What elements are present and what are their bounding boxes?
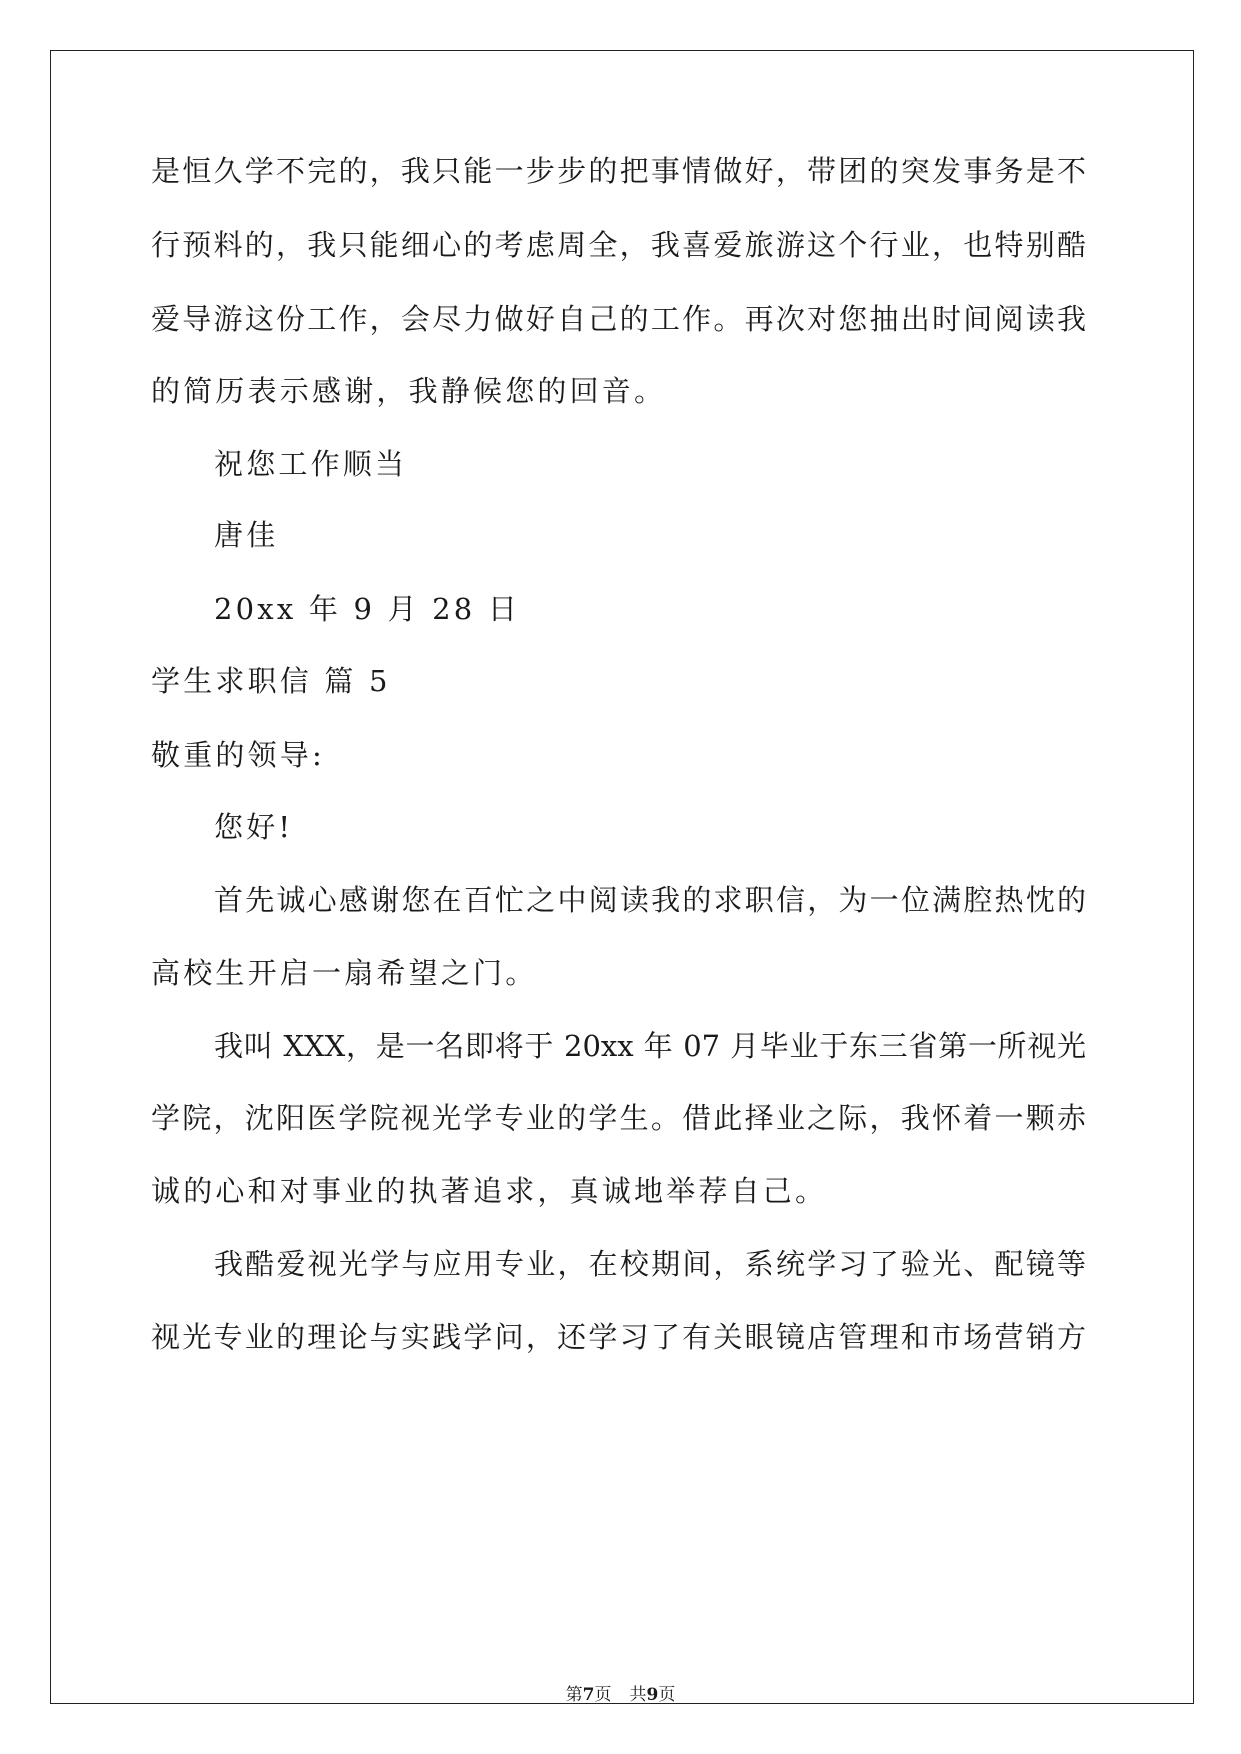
- page-border: [50, 50, 1194, 1704]
- body-line: 的简历表示感谢，我静候您的回音。: [151, 374, 667, 408]
- body-line: 是恒久学不完的，我只能一步步的把事情做好，带团的突发事务是不: [151, 154, 1086, 188]
- footer-page-suffix: 页: [594, 1685, 612, 1705]
- body-line: 爱导游这份工作，会尽力做好自己的工作。再次对您抽出时间阅读我: [151, 302, 1086, 336]
- signature-name: 唐佳: [214, 518, 279, 552]
- body-line: 学院，沈阳医学院视光学专业的学生。借此择业之际，我怀着一颗赤: [151, 1101, 1086, 1135]
- footer-total-suffix: 页: [658, 1685, 676, 1705]
- body-line: 高校生开启一扇希望之门。: [151, 956, 538, 990]
- body-line: 首先诚心感谢您在百忙之中阅读我的求职信，为一位满腔热忱的: [214, 883, 1086, 917]
- section-heading: 学生求职信 篇 5: [151, 664, 391, 698]
- closing-wish: 祝您工作顺当: [214, 447, 408, 481]
- footer-page-total: 9: [646, 1685, 659, 1705]
- footer-page-current: 7: [582, 1685, 595, 1705]
- body-line: 诚的心和对事业的执著追求，真诚地举荐自己。: [151, 1174, 828, 1208]
- body-line: 视光专业的理论与实践学问，还学习了有关眼镜店管理和市场营销方: [151, 1320, 1086, 1354]
- footer-total-prefix: 共: [629, 1685, 647, 1705]
- body-line: 行预料的，我只能细心的考虑周全，我喜爱旅游这个行业，也特别酷: [151, 228, 1086, 262]
- greeting: 您好!: [214, 810, 294, 844]
- body-line: 我酷爱视光学与应用专业，在校期间，系统学习了验光、配镜等: [214, 1247, 1086, 1281]
- page-footer: [0, 1685, 1241, 1705]
- body-line: 我叫 XXX，是一名即将于 20xx 年 07 月毕业于东三省第一所视光: [214, 1029, 1086, 1063]
- signature-date: 20xx 年 9 月 28 日: [214, 592, 521, 626]
- salutation: 敬重的领导:: [151, 738, 325, 772]
- footer-page-prefix: 第: [565, 1685, 583, 1705]
